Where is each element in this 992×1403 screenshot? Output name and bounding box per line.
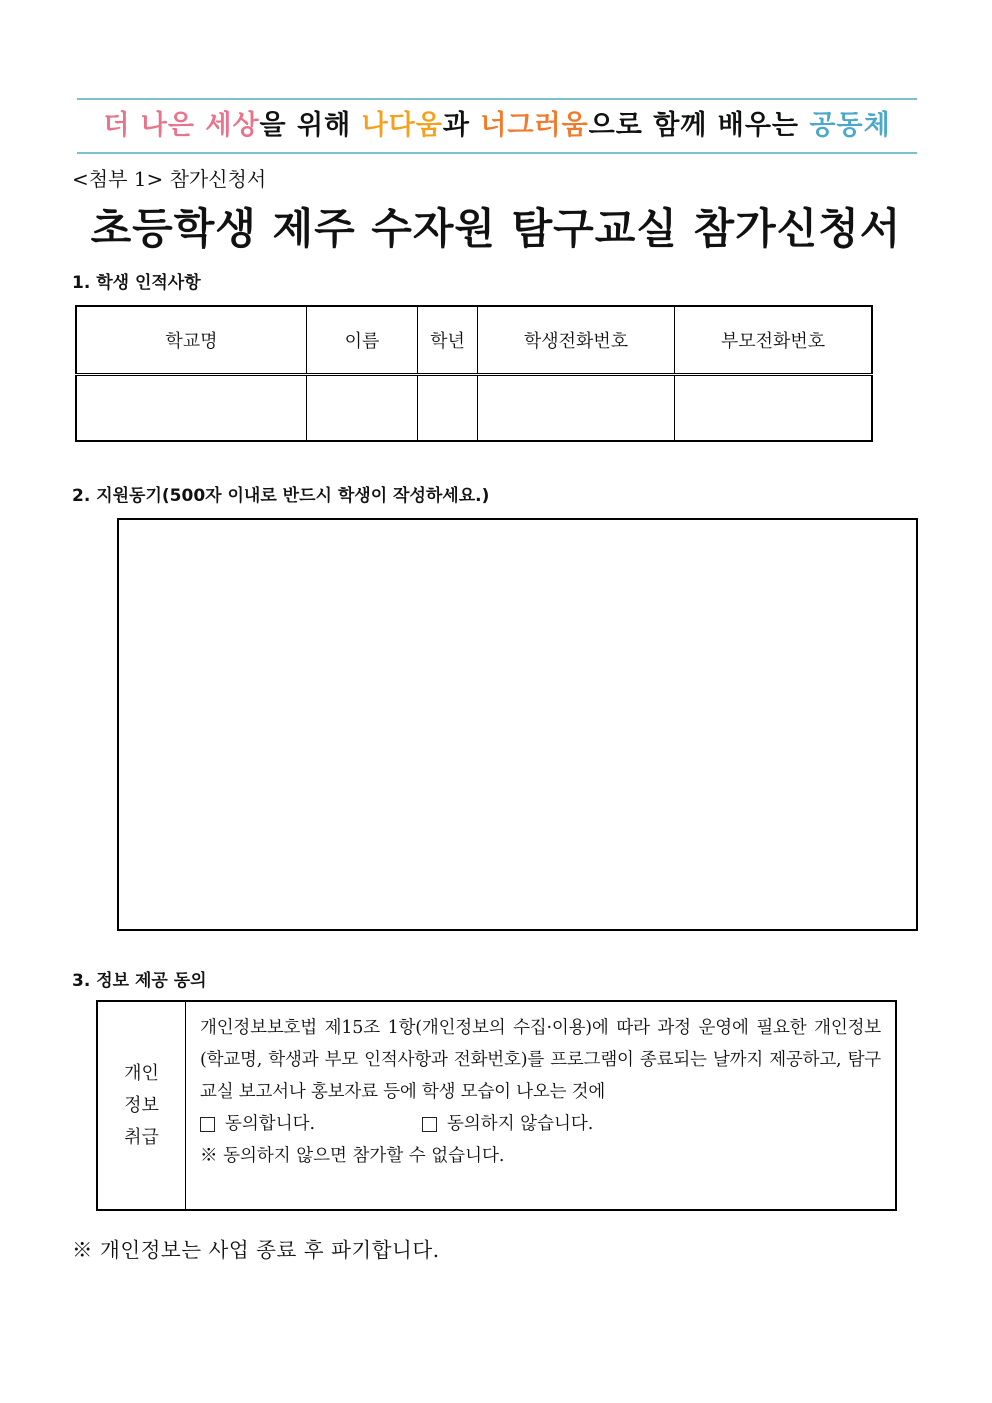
column-name: 이름 xyxy=(307,306,418,375)
student-info-table xyxy=(75,305,873,442)
footer-note: ※ 개인정보는 사업 종료 후 파기합니다. xyxy=(72,1238,440,1262)
consent-text: 개인정보보호법 제15조 1항(개인정보의 수집·이용)에 따라 과정 운영에 필요한 개인정보(학교명, 학생과 부모 인적사항과 전화번호)를 프로그램이 종료되는 날까지 제공하고, 탐구교실 보고서나 홍보자료 등에 학생 모습이 나오는 것에 xyxy=(200,1018,881,1102)
motto-segment-3: 나다움 xyxy=(361,110,443,141)
column-parent-phone: 부모전화번호 xyxy=(675,306,873,375)
student-phone-cell[interactable] xyxy=(478,375,675,442)
disagree-checkbox[interactable] xyxy=(422,1117,437,1132)
agree-option[interactable] xyxy=(200,1108,422,1140)
consent-table xyxy=(96,1000,897,1211)
motto-banner xyxy=(77,98,917,154)
motto-segment-5: 너그러움 xyxy=(480,110,589,141)
agree-checkbox[interactable] xyxy=(200,1117,215,1132)
document-title: 초등학생 제주 수자원 탐구교실 참가신청서 xyxy=(90,204,902,253)
student-info-input-row xyxy=(76,375,872,442)
section-1-heading: 1. 학생 인적사항 xyxy=(72,273,201,293)
column-school-name: 학교명 xyxy=(76,306,307,375)
motto-segment-6: 으로 함께 배우는 xyxy=(588,110,810,141)
parent-phone-cell[interactable] xyxy=(675,375,873,442)
label-line-3: 취급 xyxy=(124,1126,159,1148)
consent-choices xyxy=(200,1108,881,1140)
agree-label: 동의합니다. xyxy=(225,1114,316,1134)
motto-segment-2: 을 위해 xyxy=(259,110,362,141)
label-line-2: 정보 xyxy=(124,1094,159,1116)
section-2-heading: 2. 지원동기(500자 이내로 반드시 학생이 작성하세요.) xyxy=(72,486,490,506)
consent-warning: ※ 동의하지 않으면 참가할 수 없습니다. xyxy=(200,1146,505,1166)
attachment-label: <첨부 1> 참가신청서 xyxy=(72,167,267,191)
label-line-1: 개인 xyxy=(124,1062,159,1084)
grade-cell[interactable] xyxy=(418,375,478,442)
column-grade: 학년 xyxy=(418,306,478,375)
motto-segment-7: 공동체 xyxy=(809,110,891,141)
motto-segment-4: 과 xyxy=(442,110,481,141)
disagree-option[interactable] xyxy=(422,1108,593,1140)
motto-segment-1: 더 나은 세상 xyxy=(103,110,260,141)
section-3-heading: 3. 정보 제공 동의 xyxy=(72,971,207,991)
disagree-label: 동의하지 않습니다. xyxy=(447,1114,594,1134)
student-info-header-row xyxy=(76,306,872,375)
motivation-textbox[interactable] xyxy=(117,518,918,931)
column-student-phone: 학생전화번호 xyxy=(478,306,675,375)
consent-body xyxy=(186,1002,895,1209)
name-cell[interactable] xyxy=(307,375,418,442)
school-name-cell[interactable] xyxy=(76,375,307,442)
privacy-handling-label xyxy=(98,1002,186,1209)
